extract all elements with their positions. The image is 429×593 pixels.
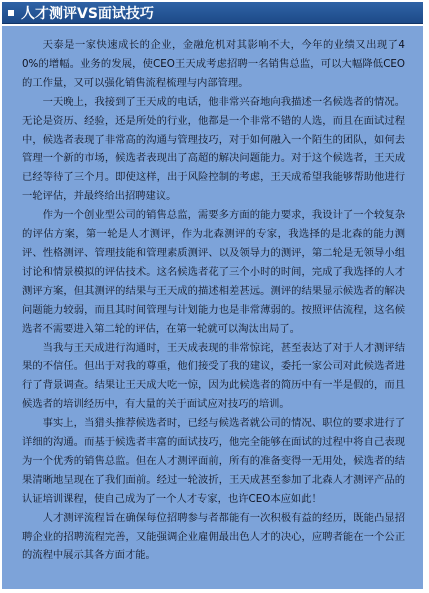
paragraph-3: 作为一个创业型公司的销售总监，需要多方面的能力要求，我设计了一个较复杂的评估方案，第一轮是人才测评，作为北森测评的专家，我选择的是北森的能力测评、性格测评、管理技能和管理素质测评、以及领导力的测评，第二轮是无领导小组讨论和情景模拟的评估技术。这名候选者花了三个小时的时间，完成了我选择的人才测评方案，但其测评的结果与王天成的描述相差甚远。测评的结果显示候选者的解决问题能力较弱，而且其时间管理与计划能力也是非常薄弱的。按照评估流程，这名候选者不需要进入第二轮的评估，在第一轮就可以淘汰出局了。 bbox=[22, 209, 405, 335]
paragraph-2: 一天晚上，我接到了王天成的电话，他非常兴奋地向我描述一名候选者的情况。无论是资历、经验，还是所处的行业，他都是一个非常不错的人选，而且在面试过程中，候选者表现了非常高的沟通与管理技巧，对于如何融入一个陌生的团队，如何去管理一个新的市场，候选者表现出了高超的解决问题能力。对于这个候选者，王天成已经等待了三个月。即使这样，出于风险控制的考虑，王天成希望我能够帮助他进行一轮评估，并最终给出招聘建议。 bbox=[22, 95, 405, 203]
paragraph-6: 人才测评流程旨在确保每位招聘参与者都能有一次积极有益的经历，既能凸显招聘企业的招聘流程完善，又能强调企业雇佣最出色人才的决心，应聘者能在一个公正的流程中展示其各方面才能。 bbox=[22, 511, 405, 562]
paragraph-5: 事实上，当猎头推荐候选者时，已经与候选者就公司的情况、职位的要求进行了详细的沟通。而基于候选者丰富的面试技巧，他完全能够在面试的过程中将自己表现为一个优秀的销售总监。但在人才测评面前，所有的准备变得一无用处，候选者的结果清晰地呈现在了我们面前。经过一轮波折，王天成甚至参加了北森人才测评产品的认证培训课程，使自己成为了一个人才专家，也许CEO本应如此！ bbox=[22, 417, 405, 505]
title-bar bbox=[2, 2, 423, 24]
bullet-icon bbox=[8, 10, 14, 16]
paragraph-4: 当我与王天成进行沟通时，王天成表现的非常惊诧，甚至表达了对于人才测评结果的不信任。但出于对我的尊重，他们接受了我的建议，委托一家公司对此候选者进行了背景调查。结果让王天成大吃一惊，因为此候选者的简历中有一半是假的，而且候选者的培训经历中，有大量的关于面试应对技巧的培训。 bbox=[22, 341, 405, 411]
page-title: 人才测评VS面试技巧 bbox=[21, 5, 154, 22]
paragraph-1: 天泰是一家快速成长的企业，金融危机对其影响不大，今年的业绩又出现了40%的增幅。业务的发展，使CEO王天成考虑招聘一名销售总监，可以大幅降低CEO的工作量，又可以强化销售流程梳理与内部管理。 bbox=[22, 39, 405, 89]
article-body bbox=[2, 26, 423, 589]
